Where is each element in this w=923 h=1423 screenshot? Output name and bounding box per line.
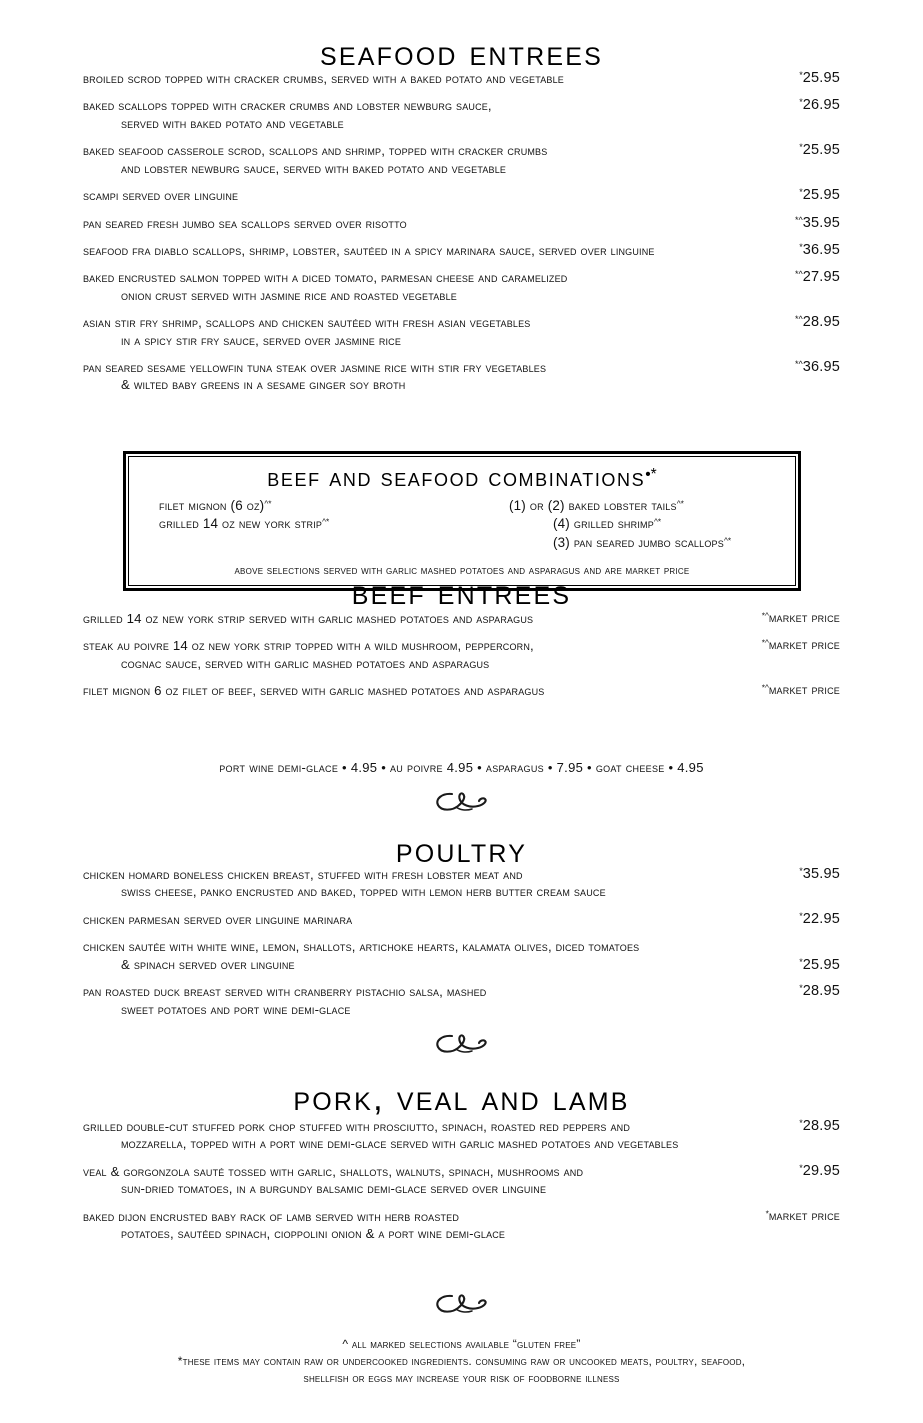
menu-item-line-1: seafood fra diablo scallops, shrimp, lobster, sautéed in a spicy marinara sauce, served over linguine: [83, 242, 655, 258]
menu-item: [83, 359, 840, 394]
menu-item-line-2: sun-dried tomatoes, in a burgundy balsamic demi-glace served over linguine: [121, 1181, 547, 1197]
menu-item-price-marks: *: [799, 957, 803, 968]
menu-item-price-marks: *^: [761, 610, 769, 621]
combo-title-text: beef and seafood combinations: [267, 464, 646, 492]
menu-item-line-1: pan roasted duck breast served with cranberry pistachio salsa, mashed: [83, 984, 487, 1000]
menu-item-price-marks: *: [799, 187, 803, 198]
combo-beef-column: [143, 497, 499, 533]
menu-item-description: [83, 314, 732, 349]
ornament-divider-1: [83, 788, 840, 816]
combo-seafood-option: [509, 497, 781, 515]
menu-item-price: [732, 215, 840, 231]
menu-item-price: [732, 983, 840, 999]
menu-item-line-1: baked dijon encrusted baby rack of lamb served with herb roasted: [83, 1208, 460, 1224]
combo-beef-option-label: grilled 14 oz new york strip: [159, 516, 323, 532]
menu-item-description: [83, 242, 732, 259]
menu-item-row: [83, 70, 840, 87]
menu-item-price-value: 27.95: [802, 269, 840, 286]
combo-seafood-option: [509, 515, 781, 533]
menu-item-price-value: 36.95: [802, 359, 840, 376]
combo-seafood-option-marks: ^*: [653, 516, 662, 527]
menu-item-price-value: 29.95: [802, 1162, 840, 1179]
calligraphic-flourish-icon: [432, 788, 492, 816]
menu-item-description: [83, 637, 732, 672]
menu-item-price-value: 22.95: [802, 910, 840, 927]
calligraphic-flourish-icon: [432, 1290, 492, 1318]
menu-item-row: [83, 682, 840, 699]
combo-seafood-option-label: grilled shrimp: [573, 516, 654, 532]
menu-item-price: [732, 1163, 840, 1179]
menu-item-price-marks: *: [799, 910, 803, 921]
menu-item-price-marks: *: [799, 1118, 803, 1128]
menu-item-row: [83, 359, 840, 394]
menu-item: [83, 242, 840, 259]
section-heading-poultry: [83, 833, 840, 868]
menu-item-price: [732, 269, 840, 285]
menu-item: [83, 682, 840, 699]
menu-item: [83, 97, 840, 132]
menu-item-description: [83, 1163, 732, 1198]
menu-item-price-value: market price: [768, 682, 840, 698]
combo-footnote: above selections served with garlic mashed potatoes and asparagus and are market price: [234, 563, 690, 577]
menu-item-line-2: sweet potatoes and port wine demi-glace: [121, 1001, 351, 1017]
section-heading-beef: [83, 575, 840, 610]
menu-item-line-1: baked scallops topped with cracker crumbs and lobster newburg sauce,: [83, 98, 492, 114]
menu-item-line-2: onion crust served with jasmine rice and roasted vegetable: [121, 287, 457, 303]
menu-item-line-1: scampi served over linguine: [83, 188, 239, 204]
menu-item-line-2: swiss cheese, panko encrusted and baked, topped with lemon herb butter cream sauce: [121, 884, 606, 900]
menu-item-line-2: & wilted baby greens in a sesame ginger soy broth: [121, 377, 406, 393]
menu-item: [83, 938, 840, 973]
menu-item-description: [83, 97, 732, 132]
menu-item-price-value: 28.95: [802, 314, 840, 331]
menu-item-price-value: 25.95: [802, 70, 840, 87]
menu-item-row: [83, 314, 840, 349]
menu-item-price: [732, 1118, 840, 1134]
menu-item: [83, 314, 840, 349]
menu-item-line-2: served with baked potato and vegetable: [121, 115, 344, 131]
menu-item-row: [83, 610, 840, 627]
menu-item-line-1: steak au poivre 14 oz new york strip topped with a wild mushroom, peppercorn,: [83, 638, 534, 654]
menu-item-price: [732, 957, 840, 973]
menu-item-price-marks: *^: [761, 682, 769, 693]
menu-item-line-2: in a spicy stir fry sauce, served over jasmine rice: [121, 332, 402, 348]
menu-item-line-2: & spinach served over linguine: [121, 956, 295, 972]
footer-disclaimer: [63, 1336, 860, 1388]
menu-item-price: [732, 314, 840, 330]
footer-line-gluten-free: ^ all marked selections available “gluten free”: [342, 1337, 581, 1351]
menu-item: [83, 215, 840, 232]
menu-item-line-1: baked seafood casserole scrod, scallops and shrimp, topped with cracker crumbs: [83, 143, 548, 159]
menu-item-price-marks: *: [765, 1207, 769, 1218]
menu-item-line-1: pan seared fresh jumbo sea scallops served over risotto: [83, 215, 407, 231]
menu-item-price-marks: *^: [794, 314, 803, 325]
combo-seafood-option-marks: ^*: [723, 534, 732, 545]
menu-item-line-1: grilled 14 oz new york strip served with garlic mashed potatoes and asparagus: [83, 611, 534, 626]
menu-item-price-marks: *: [799, 983, 803, 994]
combo-seafood-option: [509, 534, 781, 552]
menu-item-price: [732, 187, 840, 203]
seafood-title-text: seafood entrees: [319, 34, 604, 73]
menu-item-price-marks: *: [799, 866, 803, 876]
menu-item-price-marks: *^: [794, 359, 803, 370]
combo-title: [143, 465, 781, 491]
menu-item-price-value: 25.95: [802, 187, 840, 204]
combo-seafood-option-qty: (4): [553, 516, 570, 532]
menu-item-description: [83, 938, 732, 973]
combo-outer-border: [123, 451, 801, 591]
menu-item: [83, 1118, 840, 1153]
menu-item: [83, 1208, 840, 1243]
menu-item-line-2: potatoes, sautéed spinach, cioppolini onion & a port wine demi-glace: [121, 1226, 506, 1242]
menu-item-row: [83, 866, 840, 901]
footer-line-raw-warning-2: shellfish or eggs may increase your risk of foodborne illness: [303, 1371, 620, 1386]
combo-seafood-option-label: baked lobster tails: [568, 498, 677, 514]
ornament-divider-2: [83, 1030, 840, 1058]
section-heading-seafood: [83, 36, 840, 71]
menu-item-price-marks: *: [799, 142, 803, 153]
menu-item-row: [83, 187, 840, 204]
menu-item-price-value: 28.95: [802, 983, 840, 1000]
menu-item-line-1: pan seared sesame yellowfin tuna steak over jasmine rice with stir fry vegetables: [83, 360, 547, 376]
combo-seafood-option-qty: (1) or (2): [509, 498, 565, 514]
menu-item: [83, 866, 840, 901]
menu-item-row: [83, 1208, 840, 1243]
beef-seafood-combinations-box: [123, 451, 801, 591]
menu-item-row: [83, 911, 840, 928]
combo-seafood-option-qty: (3): [553, 534, 570, 550]
menu-item: [83, 187, 840, 204]
menu-item-description: [83, 1118, 732, 1153]
menu-item: [83, 610, 840, 627]
menu-item-line-1: chicken sautée with white wine, lemon, shallots, artichoke hearts, kalamata olives, diced tomatoes: [83, 939, 640, 955]
menu-item-description: [83, 682, 732, 699]
menu-item-description: [83, 359, 732, 394]
poultry-item-list: [83, 866, 840, 1028]
menu-item: [83, 269, 840, 304]
section-heading-pork-veal-lamb: [83, 1081, 840, 1116]
menu-item-price-value: 36.95: [802, 241, 840, 258]
menu-item-row: [83, 215, 840, 232]
menu-item-price: [732, 359, 840, 375]
menu-item-price: [732, 97, 840, 113]
menu-item-description: [83, 866, 732, 901]
menu-item-row: [83, 1118, 840, 1153]
menu-item-price: [732, 242, 840, 258]
combo-seafood-column: [499, 497, 781, 552]
menu-item-price-marks: *^: [794, 214, 803, 225]
menu-item-price-value: 28.95: [802, 1118, 840, 1135]
addons-row: [83, 760, 840, 775]
menu-item-row: [83, 97, 840, 132]
menu-item-price: [732, 682, 840, 697]
menu-item-line-1: chicken homard boneless chicken breast, stuffed with fresh lobster meat and: [83, 867, 523, 882]
menu-item-price-value: 25.95: [802, 142, 840, 159]
menu-item-description: [83, 142, 732, 177]
ornament-divider-3: [83, 1290, 840, 1318]
menu-item-price-marks: *: [799, 1162, 803, 1173]
menu-item-line-1: baked encrusted salmon topped with a diced tomato, parmesan cheese and caramelized: [83, 270, 568, 286]
menu-item-row: [83, 637, 840, 672]
menu-item: [83, 1163, 840, 1198]
menu-item-line-1: veal & gorgonzola sauté tossed with garlic, shallots, walnuts, spinach, mushrooms and: [83, 1163, 584, 1179]
menu-item: [83, 983, 840, 1018]
menu-item-description: [83, 1208, 732, 1243]
combo-inner-border: [128, 456, 796, 586]
menu-item-price-marks: *^: [794, 269, 803, 280]
menu-item-description: [83, 610, 732, 627]
combo-beef-option: [159, 497, 499, 515]
menu-item-line-2: cognac sauce, served with garlic mashed potatoes and asparagus: [121, 655, 490, 671]
menu-item-description: [83, 215, 732, 232]
menu-item-price-marks: *^: [761, 637, 769, 648]
pork-title-text: pork, veal and lamb: [293, 1079, 630, 1118]
menu-item-row: [83, 1163, 840, 1198]
menu-item-line-2: and lobster newburg sauce, served with baked potato and vegetable: [121, 160, 507, 176]
menu-item-price-marks: *: [799, 241, 803, 252]
menu-item-description: [83, 187, 732, 204]
beef-item-list: [83, 610, 840, 710]
calligraphic-flourish-icon: [432, 1030, 492, 1058]
menu-item-price-value: market price: [768, 1207, 840, 1223]
combo-title-marks: •*: [645, 466, 657, 484]
menu-item: [83, 142, 840, 177]
menu-item-price: [732, 637, 840, 652]
menu-item-price: [732, 1208, 840, 1223]
menu-item-description: [83, 269, 732, 304]
menu-item-price-value: 35.95: [802, 866, 840, 883]
menu-item: [83, 637, 840, 672]
menu-item-row: [83, 142, 840, 177]
combo-beef-option-marks: ^*: [322, 516, 330, 527]
menu-item-price-marks: *: [799, 97, 803, 108]
menu-item-price: [732, 70, 840, 86]
menu-item-line-1: asian stir fry shrimp, scallops and chicken sautéed with fresh asian vegetables: [83, 315, 531, 331]
menu-item-price-value: 26.95: [802, 97, 840, 114]
menu-item-price-marks: *: [799, 70, 803, 80]
combo-seafood-option-marks: ^*: [676, 498, 684, 509]
menu-item-price-value: market price: [768, 637, 840, 653]
menu-item-price: [732, 610, 840, 625]
menu-item-price: [732, 911, 840, 927]
menu-item-price: [732, 866, 840, 882]
menu-item-price-value: market price: [768, 610, 840, 625]
poultry-title-text: poultry: [395, 831, 528, 870]
menu-item-description: [83, 983, 732, 1018]
addons-text: port wine demi-glace • 4.95 • au poivre 4.95 • asparagus • 7.95 • goat cheese • 4.95: [219, 760, 704, 775]
menu-item-line-2: mozzarella, topped with a port wine demi-glace served with garlic mashed potatoes and vegetables: [121, 1136, 679, 1152]
menu-item-row: [83, 938, 840, 973]
footer-text: [63, 1336, 860, 1388]
footer-line-raw-warning-1: *these items may contain raw or undercooked ingredients. consuming raw or uncooked meats, poultry, seafood,: [177, 1354, 746, 1369]
menu-item-description: [83, 70, 732, 87]
menu-item-price: [732, 142, 840, 158]
menu-item-price-value: 35.95: [802, 214, 840, 231]
combo-columns: [143, 497, 781, 552]
menu-item-description: [83, 911, 732, 928]
menu-item-row: [83, 983, 840, 1018]
menu-item-line-1: broiled scrod topped with cracker crumbs, served with a baked potato and vegetable: [83, 71, 564, 86]
beef-title-text: beef entrees: [351, 573, 572, 612]
seafood-item-list: [83, 70, 840, 404]
menu-item-row: [83, 269, 840, 304]
combo-beef-option: [159, 515, 499, 533]
menu-item-price-value: 25.95: [802, 957, 840, 974]
menu-item-row: [83, 242, 840, 259]
combo-beef-option-marks: ^*: [264, 498, 272, 509]
menu-item-line-1: filet mignon 6 oz filet of beef, served with garlic mashed potatoes and asparagus: [83, 683, 545, 699]
combo-seafood-option-label: pan seared jumbo scallops: [573, 534, 724, 550]
menu-item: [83, 911, 840, 928]
menu-item-line-1: chicken parmesan served over linguine marinara: [83, 911, 353, 927]
combo-beef-option-label: filet mignon (6 oz): [159, 498, 265, 514]
pork-item-list: [83, 1118, 840, 1253]
menu-item: [83, 70, 840, 87]
menu-item-line-1: grilled double-cut stuffed pork chop stuffed with prosciutto, spinach, roasted red peppers and: [83, 1119, 630, 1134]
